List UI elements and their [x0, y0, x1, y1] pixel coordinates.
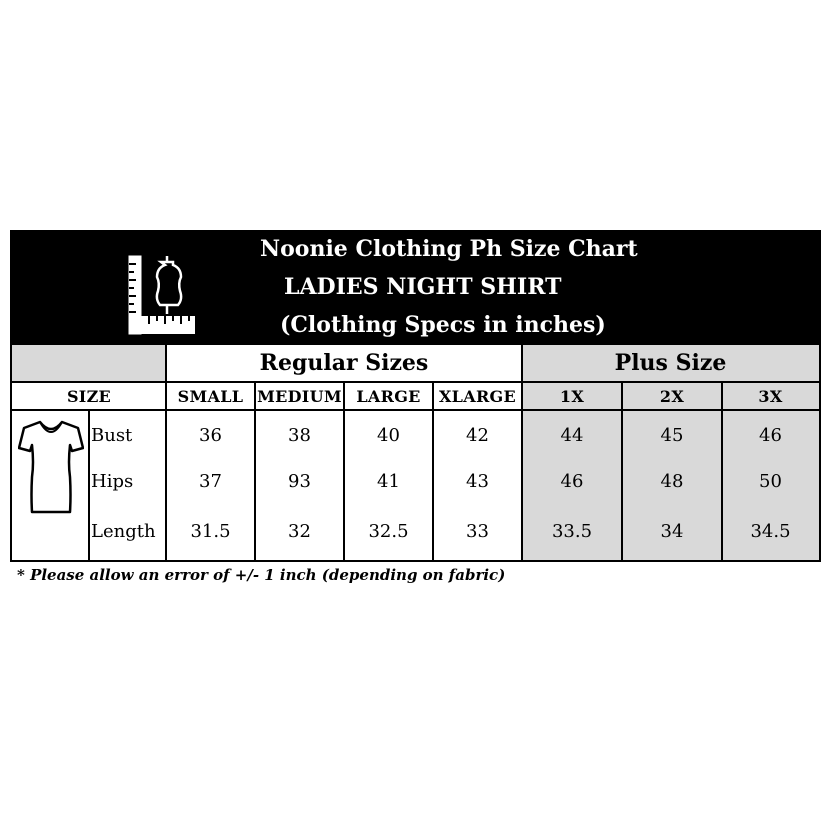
t-shirt-dress-icon [18, 418, 84, 518]
table-cell: 45 [660, 424, 684, 446]
grid-line [621, 382, 623, 560]
table-cell: 34 [660, 520, 684, 542]
table-cell: 33.5 [551, 520, 593, 542]
table-cell: 43 [466, 470, 489, 492]
table-cell: 38 [288, 424, 311, 446]
col-large: LARGE [356, 386, 421, 406]
table-cell: 50 [759, 470, 782, 492]
grid-line [12, 409, 819, 411]
grid-line [12, 381, 819, 383]
chart-title: Noonie Clothing Ph Size Chart [260, 236, 638, 262]
table-cell: 33 [466, 520, 489, 542]
table-cell: 31.5 [190, 520, 231, 542]
col-3x: 3X [722, 382, 819, 410]
table-cell: 93 [288, 470, 311, 492]
table-cell: 46 [759, 424, 782, 446]
grid-line [521, 343, 523, 560]
plus-size-header: Plus Size [522, 343, 819, 382]
grid-line [12, 343, 819, 345]
table-cell: 36 [199, 424, 222, 446]
grid-line [432, 382, 434, 560]
col-small: SMALL [177, 386, 244, 406]
specs-note: (Clothing Specs in inches) [280, 312, 606, 338]
table-cell: 32.5 [368, 520, 409, 542]
chart-header [12, 232, 819, 343]
table-cell: 46 [560, 470, 584, 492]
grid-line [88, 410, 90, 560]
product-name: LADIES NIGHT SHIRT [284, 274, 562, 300]
col-xlarge: XLARGE [438, 386, 517, 406]
row-label-length: Length [91, 520, 156, 542]
dress-form-measuring-tape-icon [127, 254, 197, 336]
table-cell: 41 [377, 470, 400, 492]
size-label: SIZE [66, 386, 112, 406]
grid-line [343, 382, 345, 560]
col-2x: 2X [622, 382, 722, 410]
col-1x: 1X [522, 382, 622, 410]
blank-corner-cell [12, 343, 166, 382]
row-label-bust: Bust [91, 424, 133, 446]
table-cell: 32 [288, 520, 311, 542]
size-chart-table [10, 230, 821, 562]
garment-icon-cell [12, 410, 89, 560]
table-cell: 37 [199, 470, 222, 492]
row-label-hips: Hips [91, 470, 134, 492]
table-cell: 42 [466, 424, 489, 446]
regular-sizes-header: Regular Sizes [259, 349, 429, 376]
grid-line [254, 382, 256, 560]
table-cell: 44 [560, 424, 584, 446]
table-cell: 40 [377, 424, 400, 446]
col-medium: MEDIUM [257, 386, 342, 406]
table-cell: 48 [660, 470, 684, 492]
grid-line [721, 382, 723, 560]
grid-line [165, 343, 167, 560]
footnote: * Please allow an error of +/- 1 inch (depending on fabric) [17, 566, 506, 584]
table-cell: 34.5 [750, 520, 791, 542]
